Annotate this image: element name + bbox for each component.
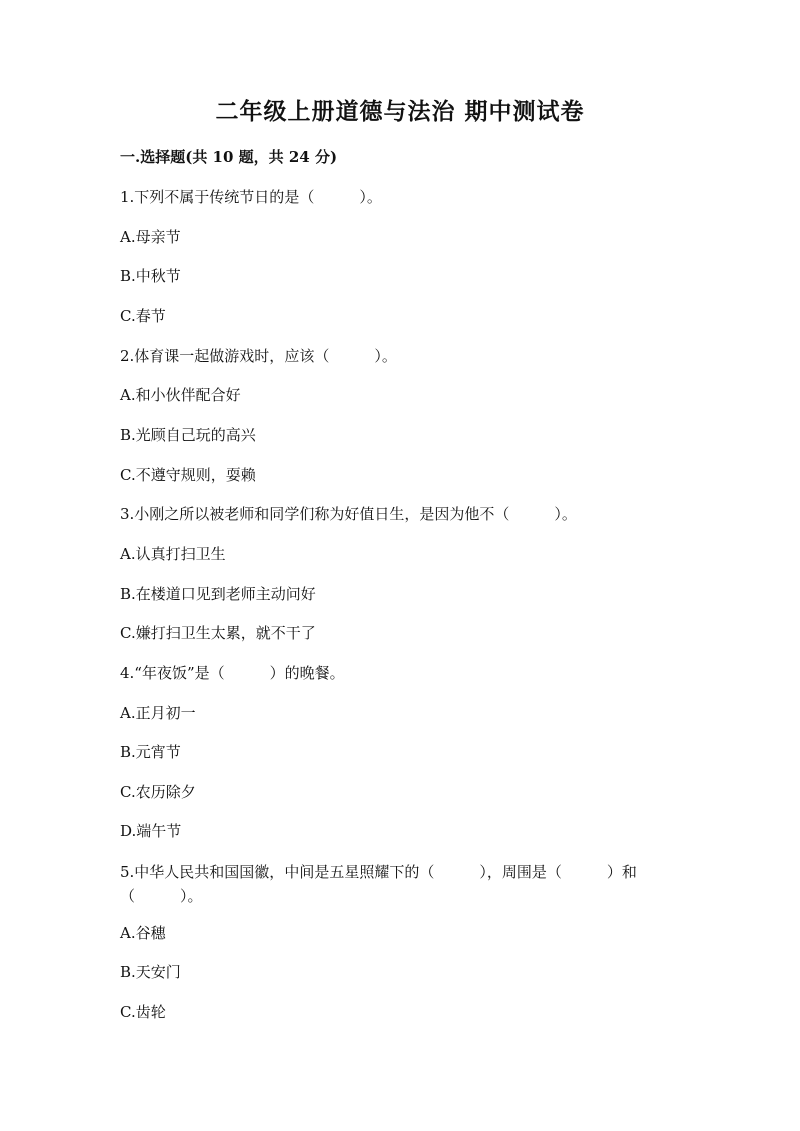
section-heading: 一.选择题(共 10 题，共 24 分) (120, 148, 338, 166)
page-title: 二年级上册道德与法治 期中测试卷 (215, 98, 585, 125)
question-3-option-c: C.嫌打扫卫生太累，就不干了 (120, 624, 316, 642)
question-3-stem: 3.小刚之所以被老师和同学们称为好值日生，是因为他不（ ）。 (120, 505, 577, 523)
question-4-option-b: B.元宵节 (120, 743, 181, 761)
question-2-option-a: A.和小伙伴配合好 (120, 386, 241, 404)
question-5-option-a: A.谷穗 (120, 924, 166, 942)
question-2-option-b: B.光顾自己玩的高兴 (120, 426, 256, 444)
question-5-stem: 5.中华人民共和国国徽，中间是五星照耀下的（ ），周围是（ ）和（ ）。 (120, 863, 637, 905)
question-1-option-c: C.春节 (120, 307, 166, 325)
question-5-option-c: C.齿轮 (120, 1003, 166, 1021)
question-4-stem: 4.“年夜饭”是（ ）的晚餐。 (120, 664, 345, 682)
question-1-option-b: B.中秋节 (120, 267, 181, 285)
question-4-option-a: A.正月初一 (120, 704, 196, 722)
question-4-option-c: C.农历除夕 (120, 783, 196, 801)
question-1-option-a: A.母亲节 (120, 228, 181, 246)
question-1-stem: 1.下列不属于传统节日的是（ ）。 (120, 188, 382, 206)
question-2-stem: 2.体育课一起做游戏时，应该（ ）。 (120, 347, 397, 365)
question-5-option-b: B.天安门 (120, 963, 181, 981)
question-3-option-b: B.在楼道口见到老师主动问好 (120, 585, 316, 603)
question-3-option-a: A.认真打扫卫生 (120, 545, 226, 563)
question-4-option-d: D.端午节 (120, 822, 182, 840)
question-2-option-c: C.不遵守规则，耍赖 (120, 466, 256, 484)
